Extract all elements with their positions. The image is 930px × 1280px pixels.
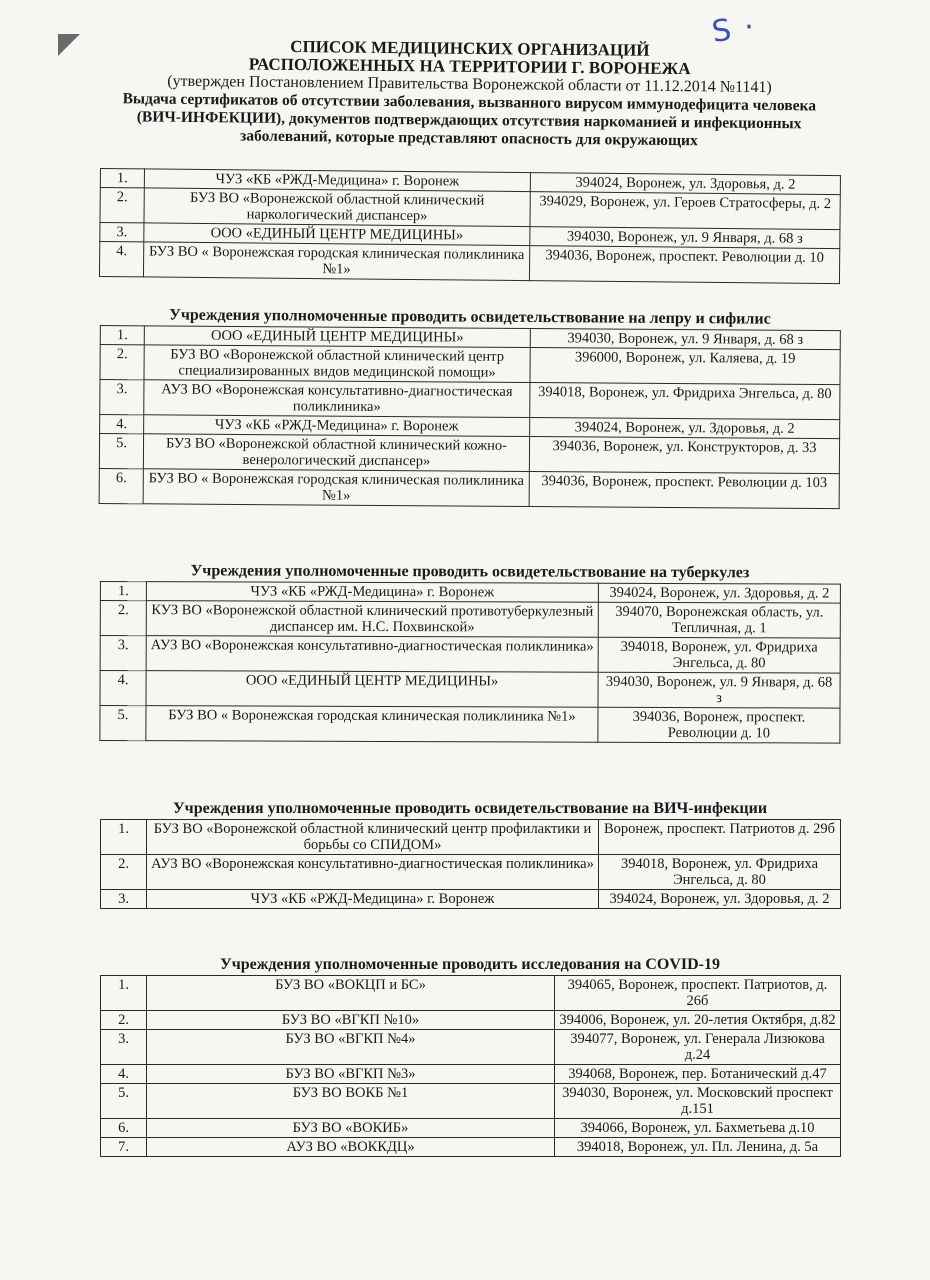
organization-name: АУЗ ВО «Воронежская консультативно-диагностическая поликлиника»: [144, 380, 530, 418]
row-number: 1.: [100, 582, 146, 601]
row-number: 5.: [101, 1084, 147, 1119]
organizations-table: [100, 975, 841, 1157]
organizations-table: [99, 325, 841, 509]
row-number: 2.: [101, 1011, 147, 1030]
organization-address: 394065, Воронеж, проспект. Патриотов, д. 26б: [555, 976, 841, 1011]
organization-name: АУЗ ВО «Воронежская консультативно-диагностическая поликлиника»: [147, 855, 599, 890]
organization-address: 394036, Воронеж, проспект. Революции д. 103: [529, 472, 839, 509]
organization-address: 394030, Воронеж, ул. Московский проспект д.151: [555, 1084, 841, 1119]
row-number: 4.: [99, 242, 143, 277]
organization-address: Воронеж, проспект. Патриотов д. 29б: [599, 820, 841, 855]
organization-address: 394077, Воронеж, ул. Генерала Лизюкова д.24: [555, 1030, 841, 1065]
row-number: 4.: [101, 1065, 147, 1084]
organization-name: АУЗ ВО «Воронежская консультативно-диагностическая поликлиника»: [146, 636, 598, 673]
organization-address: 394024, Воронеж, ул. Здоровья, д. 2: [598, 583, 840, 603]
organization-name: ООО «ЕДИНЫЙ ЦЕНТР МЕДИЦИНЫ»: [144, 326, 530, 348]
row-number: 5.: [100, 706, 146, 741]
table-row: [101, 855, 841, 890]
table-row: [100, 671, 840, 709]
organization-address: 394030, Воронеж, ул. 9 Января, д. 68 з: [598, 672, 840, 708]
table-row: [101, 1011, 841, 1030]
table-row: [101, 1119, 841, 1138]
organization-name: БУЗ ВО «ВГКП №3»: [147, 1065, 555, 1084]
row-number: 3.: [100, 636, 146, 671]
row-number: 2.: [100, 601, 146, 636]
section-tuberculosis: [99, 562, 840, 744]
organizations-table: [99, 168, 841, 284]
table-row: [101, 1065, 841, 1084]
section-covid19: [100, 956, 840, 1157]
table-row: [100, 582, 840, 604]
organization-address: 394018, Воронеж, ул. Пл. Ленина, д. 5а: [555, 1138, 841, 1157]
organization-name: БУЗ ВО «ВГКП №4»: [147, 1030, 555, 1065]
organization-address: 394030, Воронеж, ул. 9 Января, д. 68 з: [530, 227, 840, 249]
section-certificates: [99, 168, 840, 284]
section-hiv: [100, 800, 840, 909]
document-title-line2: РАСПОЛОЖЕННЫХ НА ТЕРРИТОРИИ Г. ВОРОНЕЖА: [248, 54, 691, 79]
organization-name: БУЗ ВО «Воронежской областной клинический центр профилактики и борьбы со СПИДОМ»: [147, 820, 599, 855]
row-number: 2.: [100, 345, 144, 380]
table-row: [101, 1030, 841, 1065]
organization-name: БУЗ ВО « Воронежская городская клиническая поликлиника №1»: [143, 469, 529, 507]
section-title: Учреждения уполномоченные проводить исследования на COVID-19: [219, 956, 720, 973]
row-number: 5.: [99, 434, 143, 469]
table-row: [100, 706, 840, 744]
organization-address: 394030, Воронеж, ул. 9 Января, д. 68 з: [530, 329, 840, 350]
table-row: [99, 242, 839, 284]
scan-corner-mark: [58, 34, 80, 56]
table-row: [101, 976, 841, 1011]
row-number: 4.: [100, 415, 144, 434]
row-number: 1.: [100, 326, 144, 345]
organizations-table: [100, 819, 841, 909]
section-title: Учреждения уполномоченные проводить освидетельствование на лепру и сифилис: [169, 306, 771, 328]
organization-name: БУЗ ВО «Воронежской областной клинический кожно-венерологический диспансер»: [143, 434, 529, 472]
organization-name: ООО «ЕДИНЫЙ ЦЕНТР МЕДИЦИНЫ»: [144, 223, 530, 246]
handwritten-mark: S ·: [709, 9, 759, 50]
row-number: 7.: [101, 1138, 147, 1157]
organization-name: БУЗ ВО «ВОКЦП и БС»: [147, 976, 555, 1011]
row-number: 6.: [101, 1119, 147, 1138]
organization-address: 394018, Воронеж, ул. Фридриха Энгельса, д. 80: [598, 637, 840, 673]
row-number: 1.: [101, 820, 147, 855]
table-row: [101, 890, 841, 909]
document-approval-note: (утвержден Постановлением Правительства Воронежской области от 11.12.2014 №1141): [167, 72, 772, 97]
row-number: 3.: [101, 1030, 147, 1065]
table-row: [100, 380, 840, 420]
organization-address: 396000, Воронеж, ул. Каляева, д. 19: [530, 348, 840, 385]
organization-name: БУЗ ВО ВОКБ №1: [147, 1084, 555, 1119]
organization-address: 394066, Воронеж, ул. Бахметьева д.10: [555, 1119, 841, 1138]
organization-name: ЧУЗ «КБ «РЖД-Медицина» г. Воронеж: [147, 890, 599, 909]
row-number: 1.: [101, 976, 147, 1011]
document-subtitle: Выдача сертификатов об отсутствии заболевания, вызванного вирусом иммунодефицита человека (ВИЧ-ИНФЕКЦИИ), документов подтверждающих отсутствия наркоманией и инфекционных заболеваний, которые представляют опасность для окружающих: [122, 90, 817, 150]
organization-address: 394018, Воронеж, ул. Фридриха Энгельса, д. 80: [599, 855, 841, 890]
row-number: 4.: [100, 671, 146, 706]
table-row: [101, 1138, 841, 1157]
organization-address: 394018, Воронеж, ул. Фридриха Энгельса, д. 80: [530, 383, 840, 420]
organization-address: 394068, Воронеж, пер. Ботанический д.47: [555, 1065, 841, 1084]
table-row: [100, 601, 840, 639]
organization-name: БУЗ ВО «Воронежской областной клинический центр специализированных видов медицинской помощи»: [144, 345, 530, 383]
table-row: [101, 820, 841, 855]
section-leprosy-syphilis: [99, 306, 840, 509]
table-row: [100, 636, 840, 674]
table-row: [99, 434, 839, 474]
table-row: [99, 468, 839, 508]
organization-address: 394036, Воронеж, ул. Конструкторов, д. 33: [529, 437, 839, 474]
organization-name: ЧУЗ «КБ «РЖД-Медицина» г. Воронеж: [146, 582, 598, 603]
organization-address: 394029, Воронеж, ул. Героев Стратосферы, д. 2: [530, 192, 840, 230]
organization-address: 394036, Воронеж, проспект. Революции д. 10: [529, 246, 839, 284]
organization-name: ООО «ЕДИНЫЙ ЦЕНТР МЕДИЦИНЫ»: [146, 671, 598, 708]
organization-name: ЧУЗ «КБ «РЖД-Медицина» г. Воронеж: [144, 415, 530, 437]
organization-address: 394024, Воронеж, ул. Здоровья, д. 2: [530, 418, 840, 439]
row-number: 3.: [100, 223, 144, 242]
organization-address: 394024, Воронеж, ул. Здоровья, д. 2: [599, 890, 841, 909]
table-row: [100, 345, 840, 385]
row-number: 2.: [100, 188, 144, 223]
row-number: 1.: [100, 169, 144, 188]
section-title: Учреждения уполномоченные проводить освидетельствование на ВИЧ-инфекции: [172, 800, 768, 817]
row-number: 3.: [101, 890, 147, 909]
row-number: 6.: [99, 468, 143, 503]
document-title-line1: СПИСОК МЕДИЦИНСКИХ ОРГАНИЗАЦИЙ: [290, 36, 650, 60]
organization-address: 394006, Воронеж, ул. 20-летия Октября, д.82: [555, 1011, 841, 1030]
organization-name: БУЗ ВО «ВГКП №10»: [147, 1011, 555, 1030]
row-number: 3.: [100, 380, 144, 415]
organization-address: 394036, Воронеж, проспект. Революции д. 10: [598, 707, 840, 743]
organization-address: 394024, Воронеж, ул. Здоровья, д. 2: [530, 173, 840, 195]
row-number: 2.: [101, 855, 147, 890]
organization-name: БУЗ ВО « Воронежская городская клиническая поликлиника №1»: [143, 242, 529, 281]
organization-name: БУЗ ВО « Воронежская городская клиническая поликлиника №1»: [146, 706, 598, 743]
section-title: Учреждения уполномоченные проводить освидетельствование на туберкулез: [190, 562, 750, 582]
organization-name: АУЗ ВО «ВОККДЦ»: [147, 1138, 555, 1157]
organization-name: КУЗ ВО «Воронежской областной клинический противотуберкулезный диспансер им. Н.С. Похвинской»: [146, 601, 598, 638]
organization-name: БУЗ ВО «Воронежской областной клинический наркологический диспансер»: [144, 188, 530, 227]
table-row: [101, 1084, 841, 1119]
organization-address: 394070, Воронежская область, ул. Тепличная, д. 1: [598, 602, 840, 638]
organization-name: БУЗ ВО «ВОКИБ»: [147, 1119, 555, 1138]
organizations-table: [99, 581, 841, 744]
document-header: [99, 36, 840, 152]
organization-name: ЧУЗ «КБ «РЖД-Медицина» г. Воронеж: [144, 169, 530, 192]
